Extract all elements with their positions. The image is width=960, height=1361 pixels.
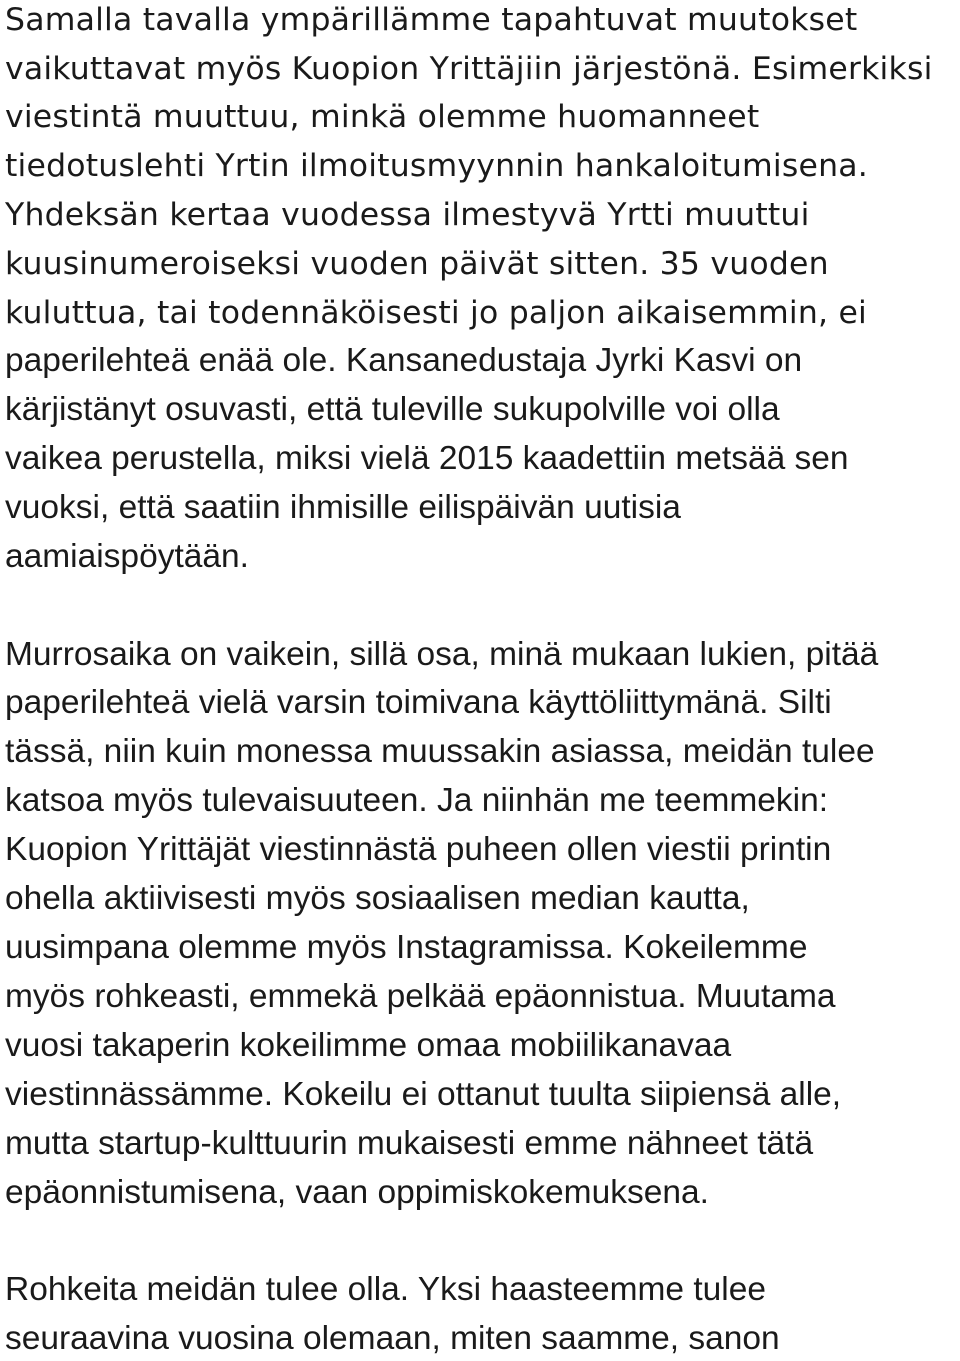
text-line: viestintä muuttuu, minkä olemme huomanneet: [5, 99, 760, 135]
text-line: viestinnässämme. Kokeilu ei ottanut tuulta siipiensä alle,: [5, 1076, 842, 1113]
text-line: Rohkeita meidän tulee olla. Yksi haasteemme tulee: [5, 1271, 767, 1308]
text-line: tiedotuslehti Yrtin ilmoitusmyynnin hankaloitumisena.: [5, 148, 868, 184]
text-line: epäonnistumisena, vaan oppimiskokemuksena.: [5, 1174, 709, 1211]
text-line: ohella aktiivisesti myös sosiaalisen median kautta,: [5, 880, 750, 917]
text-line: Yhdeksän kertaa vuodessa ilmestyvä Yrtti muuttui: [5, 197, 810, 233]
text-line: kuluttua, tai todennäköisesti jo paljon aikaisemmin, ei: [5, 295, 867, 331]
text-line: vaikea perustella, miksi vielä 2015 kaadettiin metsää sen: [5, 440, 849, 477]
text-line: vaikuttavat myös Kuopion Yrittäjiin järjestönä. Esimerkiksi: [5, 51, 933, 87]
text-line: myös rohkeasti, emmekä pelkää epäonnistua. Muutama: [5, 978, 836, 1015]
text-line: tässä, niin kuin monessa muussakin asiassa, meidän tulee: [5, 733, 875, 770]
text-line: paperilehteä enää ole. Kansanedustaja Jyrki Kasvi on: [5, 342, 803, 379]
text-line: vuosi takaperin kokeilimme omaa mobiilikanavaa: [5, 1027, 732, 1064]
text-line: paperilehteä vielä varsin toimivana käyttöliittymänä. Silti: [5, 684, 832, 721]
text-line: aamiaispöytään.: [5, 538, 249, 575]
text-line: kuusinumeroiseksi vuoden päivät sitten. 35 vuoden: [5, 246, 829, 282]
text-line: katsoa myös tulevaisuuteen. Ja niinhän me teemmekin:: [5, 782, 829, 819]
text-line: vuoksi, että saatiin ihmisille eilispäivän uutisia: [5, 489, 681, 526]
text-line: mutta startup-kulttuurin mukaisesti emme nähneet tätä: [5, 1125, 814, 1162]
text-line: kärjistänyt osuvasti, että tuleville sukupolville voi olla: [5, 391, 780, 428]
text-line: Murrosaika on vaikein, sillä osa, minä mukaan lukien, pitää: [5, 636, 879, 673]
text-line: Kuopion Yrittäjät viestinnästä puheen ollen viestii printin: [5, 831, 832, 868]
text-line: uusimpana olemme myös Instagramissa. Kokeilemme: [5, 929, 808, 966]
text-line: Samalla tavalla ympärillämme tapahtuvat muutokset: [5, 2, 858, 38]
text-line: seuraavina vuosina olemaan, miten saamme, sanon: [5, 1320, 780, 1357]
